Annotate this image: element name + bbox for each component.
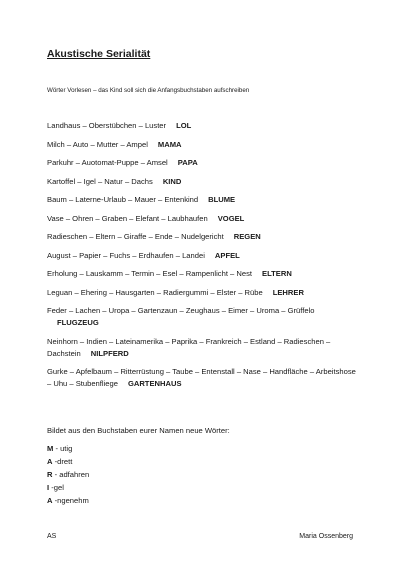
answer-word: LOL xyxy=(176,121,192,130)
answer-word: FLUGZEUG xyxy=(57,318,99,327)
word-row xyxy=(47,250,357,262)
acrostic-letter: I xyxy=(47,483,50,492)
acrostic-line xyxy=(47,442,89,455)
acrostic-letter: M xyxy=(47,444,54,453)
word-sequence: Erholung – Lauskamm – Termin – Esel – Rampenlicht – Nest xyxy=(47,269,252,278)
footer-initials: AS xyxy=(47,533,57,540)
task-instruction: Bildet aus den Buchstaben eurer Namen neue Wörter: xyxy=(47,426,230,435)
acrostic-line xyxy=(47,494,89,507)
acrostic-word: - utig xyxy=(53,444,73,453)
word-row xyxy=(47,139,357,151)
word-sequence: Gurke – Apfelbaum – Ritterrüstung – Taube – Entenstall – Nase – Handfläche – Arbeitshose – Uhu – Stubenfliege xyxy=(47,367,356,388)
acrostic-letter: A xyxy=(47,457,53,466)
answer-word: REGEN xyxy=(233,232,261,241)
word-list xyxy=(47,120,357,397)
word-sequence: Leguan – Ehering – Hausgarten – Radiergummi – Elster – Rübe xyxy=(47,287,263,297)
answer-word: MAMA xyxy=(157,139,182,149)
word-row xyxy=(47,213,357,225)
answer-word: GARTENHAUS xyxy=(127,379,182,388)
word-row xyxy=(47,231,357,243)
acrostic-letter: A xyxy=(47,496,53,505)
word-row xyxy=(47,366,357,390)
acrostic-word: - adfahren xyxy=(52,470,90,479)
acrostic-line xyxy=(47,481,89,494)
word-sequence: Parkuhr – Auotomat-Puppe – Amsel xyxy=(47,158,168,167)
word-row xyxy=(47,194,357,206)
word-sequence: August – Papier – Fuchs – Erdhaufen – Landei xyxy=(47,250,205,260)
word-row xyxy=(47,157,357,169)
instruction-text: Wörter Vorlesen – das Kind soll sich die Anfangsbuchstaben aufschreiben xyxy=(47,87,250,94)
acrostic-word: -gel xyxy=(49,483,64,492)
word-sequence: Milch – Auto – Mutter – Ampel xyxy=(47,139,148,149)
acrostic-line xyxy=(47,468,89,481)
word-sequence: Neinhorn – Indien – Lateinamerika – Paprika – Frankreich – Estland – Radieschen – Dachstein xyxy=(47,336,331,358)
word-row xyxy=(47,120,357,132)
footer-author: Maria Ossenberg xyxy=(299,533,353,540)
word-row xyxy=(47,268,357,280)
answer-word: LEHRER xyxy=(272,287,304,297)
answer-word: BLUME xyxy=(208,195,236,204)
word-sequence: Vase – Ohren – Graben – Elefant – Laubhaufen xyxy=(47,213,208,223)
word-sequence: Kartoffel – Igel – Natur – Dachs xyxy=(47,176,153,186)
acrostic-word: -drett xyxy=(52,457,73,466)
word-sequence: Feder – Lachen – Uropa – Gartenzaun – Zeughaus – Eimer – Uroma – Grüffelo xyxy=(47,306,315,315)
acrostic-letter: R xyxy=(47,470,53,479)
answer-word: KIND xyxy=(162,176,182,186)
word-row xyxy=(47,336,357,360)
answer-word: VOGEL xyxy=(217,213,245,223)
page-title: Akustische Serialität xyxy=(47,48,151,60)
word-sequence: Radieschen – Eltern – Giraffe – Ende – Nudelgericht xyxy=(47,232,224,241)
word-row xyxy=(47,287,357,299)
word-row xyxy=(47,305,357,329)
acrostic-line xyxy=(47,455,89,468)
answer-word: ELTERN xyxy=(262,269,292,278)
word-sequence: Baum – Laterne-Urlaub – Mauer – Entenkind xyxy=(47,195,199,204)
acrostic-word: -ngenehm xyxy=(52,496,89,505)
word-row xyxy=(47,176,357,188)
answer-word: APFEL xyxy=(214,250,240,260)
name-acrostic xyxy=(47,442,89,507)
word-sequence: Landhaus – Oberstübchen – Luster xyxy=(47,121,167,130)
answer-word: NILPFERD xyxy=(90,348,129,358)
answer-word: PAPA xyxy=(177,158,198,167)
